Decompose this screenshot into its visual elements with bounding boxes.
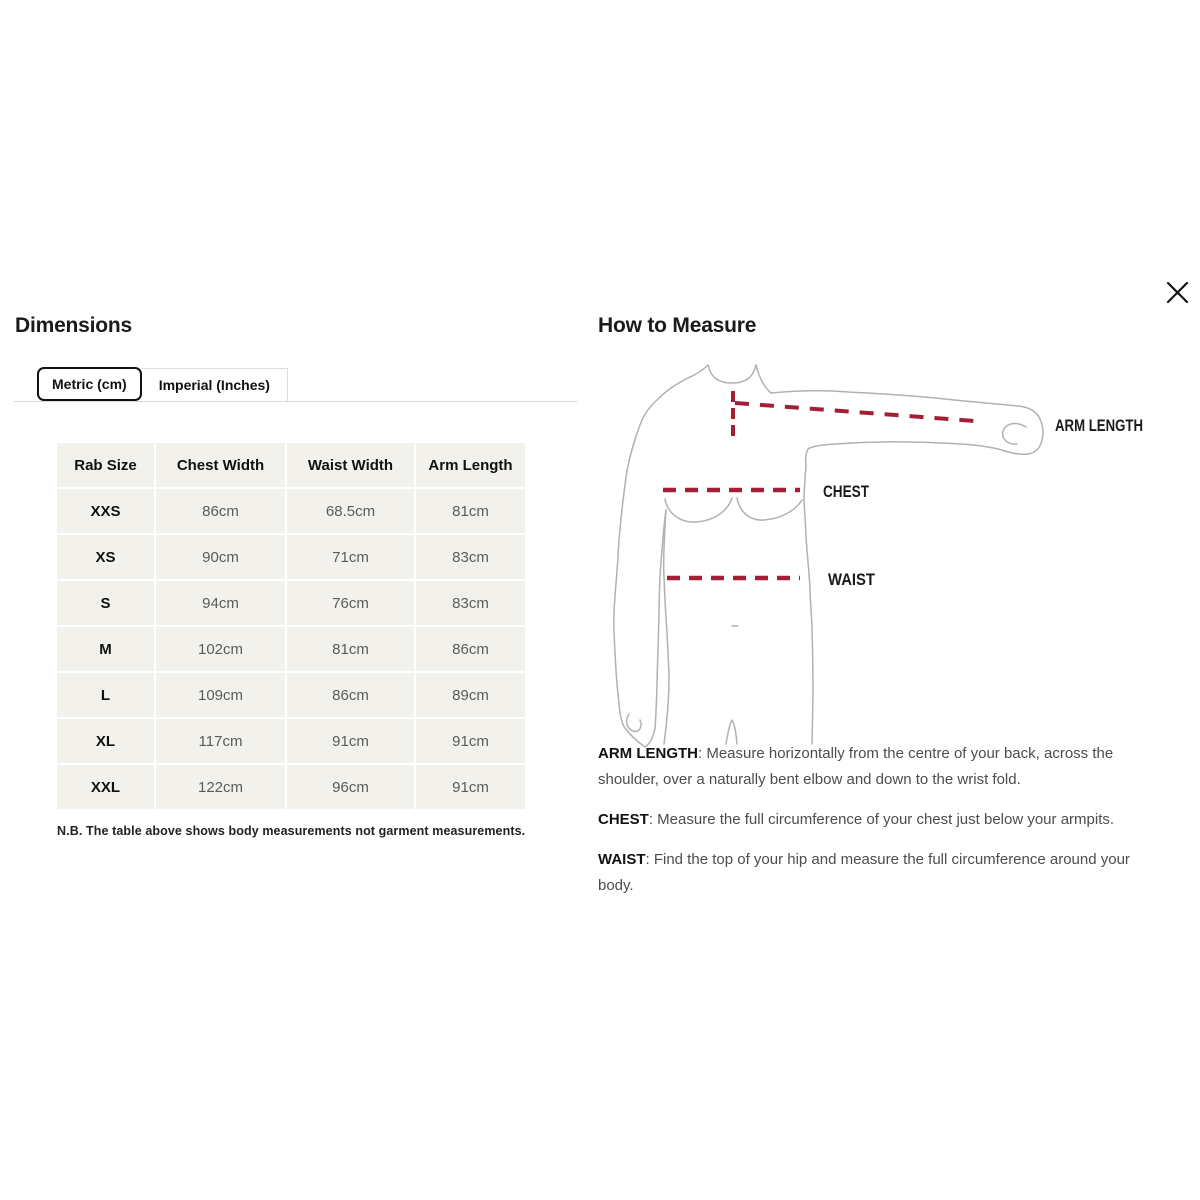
waist-value: 91cm (287, 719, 414, 763)
waist-instruction (598, 847, 1160, 899)
arm-length-dash-line (735, 403, 975, 421)
arm-length-desc: : Measure horizontally from the centre of your back, across the shoulder, over a naturally bent elbow and down to the wrist fold. (598, 745, 1114, 788)
table-row (57, 489, 525, 533)
header-waist-width: Waist Width (287, 443, 414, 487)
table-row (57, 765, 525, 809)
right-arm-torso-outline (756, 365, 1043, 744)
torso-left-outline (664, 510, 669, 744)
table-row (57, 581, 525, 625)
table-row (57, 673, 525, 717)
size-value: L (57, 673, 154, 717)
chest-value: 90cm (156, 535, 285, 579)
arm-value: 91cm (416, 719, 525, 763)
dimensions-title: Dimensions (15, 314, 133, 337)
size-value: XL (57, 719, 154, 763)
table-row (57, 719, 525, 763)
right-hand-thumb-outline (1003, 424, 1026, 445)
unit-tabs (14, 368, 577, 402)
arm-length-label: ARM LENGTH (1055, 417, 1143, 435)
table-header-row (57, 443, 525, 487)
arm-length-instruction (598, 741, 1160, 793)
waist-term: WAIST (598, 851, 646, 868)
waist-desc: : Find the top of your hip and measure the full circumference around your body. (598, 851, 1130, 894)
waist-value: 86cm (287, 673, 414, 717)
chest-curve-left (665, 498, 732, 522)
tab-imperial-inches[interactable]: Imperial (Inches) (142, 368, 288, 401)
waist-value: 71cm (287, 535, 414, 579)
table-row (57, 535, 525, 579)
arm-value: 86cm (416, 627, 525, 671)
measure-instructions (598, 741, 1160, 913)
chest-value: 117cm (156, 719, 285, 763)
header-chest-width: Chest Width (156, 443, 285, 487)
arm-value: 83cm (416, 535, 525, 579)
close-icon[interactable] (1166, 281, 1189, 304)
chest-label: CHEST (823, 483, 869, 501)
chest-value: 94cm (156, 581, 285, 625)
measurement-note: N.B. The table above shows body measurements not garment measurements. (57, 824, 526, 838)
size-value: XXS (57, 489, 154, 533)
left-arm-outline (614, 365, 708, 747)
chest-value: 102cm (156, 627, 285, 671)
arm-value: 89cm (416, 673, 525, 717)
size-chart-table (55, 441, 527, 811)
waist-value: 68.5cm (287, 489, 414, 533)
chest-instruction (598, 807, 1160, 833)
chest-desc: : Measure the full circumference of your chest just below your armpits. (648, 811, 1115, 828)
chest-value: 109cm (156, 673, 285, 717)
size-value: XXL (57, 765, 154, 809)
body-measurement-diagram (598, 352, 1160, 748)
arm-length-term: ARM LENGTH (598, 745, 698, 762)
arm-value: 83cm (416, 581, 525, 625)
waist-value: 76cm (287, 581, 414, 625)
chest-value: 86cm (156, 489, 285, 533)
tab-metric-cm[interactable]: Metric (cm) (37, 367, 142, 401)
chest-curve-right (737, 498, 802, 520)
waist-label: WAIST (828, 571, 875, 589)
table-row (57, 627, 525, 671)
header-arm-length: Arm Length (416, 443, 525, 487)
collar-outline (708, 365, 756, 383)
chest-term: CHEST (598, 811, 649, 828)
arm-value: 81cm (416, 489, 525, 533)
size-value: XS (57, 535, 154, 579)
waist-value: 81cm (287, 627, 414, 671)
left-hand-thumb-outline (627, 714, 641, 731)
size-value: S (57, 581, 154, 625)
arm-value: 91cm (416, 765, 525, 809)
how-to-measure-title: How to Measure (598, 314, 757, 337)
chest-value: 122cm (156, 765, 285, 809)
size-value: M (57, 627, 154, 671)
waist-value: 96cm (287, 765, 414, 809)
header-rab-size: Rab Size (57, 443, 154, 487)
